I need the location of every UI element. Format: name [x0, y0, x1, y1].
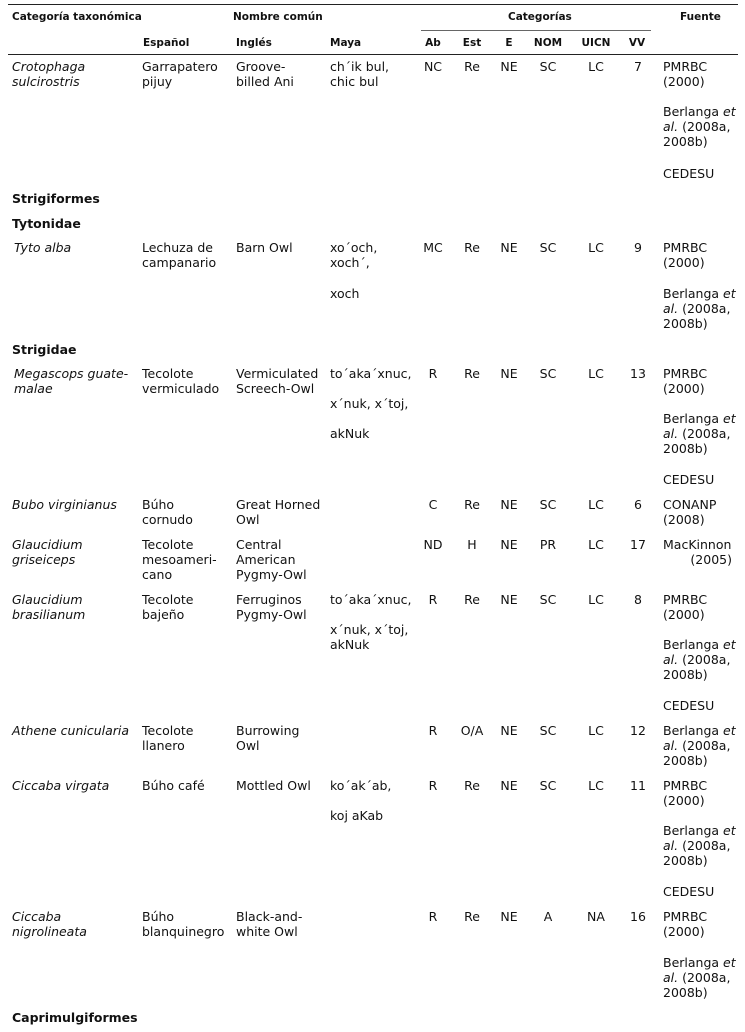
header-nombre-comun: Nombre común [233, 11, 323, 23]
ab-value: R [428, 778, 438, 793]
ab-value: R [428, 366, 438, 381]
source-ref-author [663, 955, 736, 970]
header-uicn: UICN [581, 37, 611, 49]
e-value: NE [500, 240, 518, 255]
source-al: al. [663, 738, 679, 753]
taxon-name: Glaucidium [12, 537, 83, 552]
source-ref-year: (2008) [663, 512, 705, 527]
source-ref: PMRBC [663, 592, 708, 607]
header-fuente: Fuente [680, 11, 721, 23]
spanish-name-cont: vermiculado [142, 381, 220, 396]
source-ref: CONANP [663, 497, 717, 512]
source-al: al. [663, 426, 679, 441]
source-ref-al [663, 426, 730, 441]
maya-name-cont2: xoch [330, 286, 360, 301]
order-heading: Strigiformes [12, 191, 100, 206]
english-name: Burrowing [236, 723, 300, 738]
taxon-name-cont: malae [14, 381, 53, 396]
vv-value: 7 [634, 59, 642, 74]
source-et: et [723, 104, 736, 119]
maya-name: to´aka´xnuc, [330, 366, 412, 381]
source-author: Berlanga [663, 823, 720, 838]
english-name-cont: Screech-Owl [236, 381, 315, 396]
family-heading: Strigidae [12, 342, 77, 357]
taxon-name: Glaucidium [12, 592, 83, 607]
header-e: E [505, 37, 513, 49]
source-ref-year: (2000) [663, 793, 705, 808]
source-ref: PMRBC [663, 909, 708, 924]
order-heading: Caprimulgiformes [12, 1010, 138, 1025]
maya-name-cont: x´nuk, x´toj, [330, 622, 409, 637]
spanish-name-cont: blanquinegro [142, 924, 225, 939]
source-year-a: (2008a, [682, 738, 731, 753]
maya-name: to´aka´xnuc, [330, 592, 412, 607]
source-ref-cedesu: CEDESU [663, 472, 715, 487]
est-value: Re [464, 909, 480, 924]
uicn-value: LC [588, 240, 604, 255]
vv-value: 8 [634, 592, 642, 607]
header-espanol: Español [143, 37, 190, 49]
e-value: NE [500, 366, 518, 381]
english-name-cont2: Pygmy-Owl [236, 567, 307, 582]
e-value: NE [500, 723, 518, 738]
header-maya: Maya [330, 37, 362, 49]
source-ref-year-b: 2008b) [663, 316, 708, 331]
maya-name-cont2: akNuk [330, 426, 370, 441]
header-categoria-taxonomica: Categoría taxonómica [12, 11, 142, 23]
source-ref-year-b: 2008b) [663, 985, 708, 1000]
header-vv: VV [628, 37, 646, 49]
english-name: Black-and- [236, 909, 303, 924]
english-name: Barn Owl [236, 240, 293, 255]
source-ref-al [663, 838, 730, 853]
nom-value: SC [539, 497, 557, 512]
taxon-name: Athene cunicularia [12, 723, 130, 738]
taxon-name: Ciccaba [12, 909, 62, 924]
source-ref-year: (2000) [663, 74, 705, 89]
maya-name-cont: chic bul [330, 74, 379, 89]
english-name: Mottled Owl [236, 778, 311, 793]
vv-value: 9 [634, 240, 642, 255]
ab-value: R [428, 723, 438, 738]
uicn-value: LC [588, 497, 604, 512]
source-ref-year: (2000) [663, 255, 705, 270]
spanish-name: Tecolote [142, 366, 194, 381]
source-ref: PMRBC [663, 366, 708, 381]
english-name-cont: Pygmy-Owl [236, 607, 307, 622]
taxon-name: Bubo virginianus [12, 497, 117, 512]
source-ref: PMRBC [663, 59, 708, 74]
top-rule [8, 4, 738, 5]
vv-value: 17 [630, 537, 646, 552]
source-ref: PMRBC [663, 240, 708, 255]
taxon-name-cont: brasilianum [12, 607, 86, 622]
ab-value: R [428, 592, 438, 607]
vv-value: 6 [634, 497, 642, 512]
spanish-name: Garrapatero [142, 59, 218, 74]
vv-value: 16 [630, 909, 646, 924]
source-author: Berlanga [663, 411, 720, 426]
source-ref-author [663, 637, 736, 652]
nom-value: SC [539, 366, 557, 381]
est-value: Re [464, 240, 480, 255]
taxon-name: Tyto alba [14, 240, 72, 255]
spanish-name: Lechuza de [142, 240, 213, 255]
source-year-a: (2008a, [682, 301, 731, 316]
maya-name: ch´ik bul, [330, 59, 390, 74]
spanish-name-cont: mesoameri- [142, 552, 217, 567]
nom-value: SC [539, 59, 557, 74]
taxon-name-cont: griseiceps [12, 552, 76, 567]
header-bottom-rule [8, 54, 738, 55]
e-value: NE [500, 778, 518, 793]
e-value: NE [500, 537, 518, 552]
source-author: Berlanga [663, 286, 720, 301]
english-name-cont: Owl [236, 738, 260, 753]
source-author: Berlanga [663, 104, 720, 119]
spanish-name-cont: bajeño [142, 607, 185, 622]
spanish-name: Búho café [142, 778, 205, 793]
uicn-value: LC [588, 778, 604, 793]
english-name-cont: American [236, 552, 296, 567]
english-name: Central [236, 537, 282, 552]
english-name: Ferruginos [236, 592, 302, 607]
header-est: Est [462, 37, 482, 49]
source-ref-al [663, 970, 730, 985]
source-ref-al [663, 652, 730, 667]
source-al: al. [663, 838, 679, 853]
source-ref-year-b: 2008b) [663, 441, 708, 456]
source-year-a: (2008a, [682, 119, 731, 134]
source-ref-al [663, 738, 730, 753]
taxon-name: Megascops guate- [14, 366, 129, 381]
uicn-value: LC [588, 723, 604, 738]
spanish-name-cont: cornudo [142, 512, 193, 527]
source-al: al. [663, 301, 679, 316]
nom-value: SC [539, 723, 557, 738]
spanish-name: Búho [142, 497, 175, 512]
source-al: al. [663, 652, 679, 667]
source-ref-author [663, 723, 736, 738]
vv-value: 13 [630, 366, 646, 381]
english-name: Great Horned [236, 497, 321, 512]
source-ref-cedesu: CEDESU [663, 166, 715, 181]
source-ref-author [663, 104, 736, 119]
est-value: Re [464, 497, 480, 512]
nom-value: SC [539, 778, 557, 793]
est-value: Re [464, 778, 480, 793]
english-name-cont: white Owl [236, 924, 298, 939]
nom-value: SC [539, 240, 557, 255]
spanish-name: Tecolote [142, 723, 194, 738]
spanish-name-cont: llanero [142, 738, 185, 753]
vv-value: 11 [630, 778, 646, 793]
source-year-a: (2008a, [682, 838, 731, 853]
uicn-value: LC [588, 537, 604, 552]
e-value: NE [500, 497, 518, 512]
header-ingles: Inglés [236, 37, 272, 49]
spanish-name: Tecolote [142, 592, 194, 607]
source-et: et [723, 286, 736, 301]
est-value: Re [464, 592, 480, 607]
taxon-name: Ciccaba virgata [12, 778, 110, 793]
source-ref-year: (2000) [663, 381, 705, 396]
header-categorias: Categorías [508, 11, 572, 23]
source-ref: PMRBC [663, 778, 708, 793]
nom-value: PR [539, 537, 557, 552]
spanish-name: Tecolote [142, 537, 194, 552]
source-ref-year: (2000) [663, 607, 705, 622]
categorias-span-rule [421, 30, 651, 31]
source-ref-author [663, 286, 736, 301]
source-al: al. [663, 119, 679, 134]
nom-value: SC [539, 592, 557, 607]
taxon-name: Crotophaga [12, 59, 86, 74]
est-value: H [467, 537, 477, 552]
source-ref-cedesu: CEDESU [663, 698, 715, 713]
source-year-a: (2008a, [682, 426, 731, 441]
maya-name-cont2: akNuk [330, 637, 370, 652]
source-ref-cedesu: CEDESU [663, 884, 715, 899]
uicn-value: LC [588, 59, 604, 74]
source-et: et [723, 823, 736, 838]
est-value: Re [464, 59, 480, 74]
source-et: et [723, 637, 736, 652]
e-value: NE [500, 909, 518, 924]
source-author: Berlanga [663, 723, 720, 738]
source-et: et [723, 411, 736, 426]
e-value: NE [500, 59, 518, 74]
source-author: Berlanga [663, 637, 720, 652]
english-name: Vermiculated [236, 366, 319, 381]
source-al: al. [663, 970, 679, 985]
source-ref-year-b: 2008b) [663, 667, 708, 682]
source-year-a: (2008a, [682, 652, 731, 667]
taxon-name-cont: sulcirostris [12, 74, 80, 89]
source-ref-year: (2000) [663, 924, 705, 939]
est-value: O/A [460, 723, 484, 738]
maya-name-cont: x´nuk, x´toj, [330, 396, 409, 411]
taxon-name-cont: nigrolineata [12, 924, 87, 939]
uicn-value: LC [588, 366, 604, 381]
header-nom: NOM [533, 37, 563, 49]
maya-name: xo´och, [330, 240, 378, 255]
ab-value: C [428, 497, 438, 512]
vv-value: 12 [630, 723, 646, 738]
uicn-value: LC [588, 592, 604, 607]
source-author: Berlanga [663, 955, 720, 970]
maya-name-cont: xoch´, [330, 255, 370, 270]
source-ref-year-b: 2008b) [663, 134, 708, 149]
source-ref-year-b: 2008b) [663, 753, 708, 768]
uicn-value: NA [587, 909, 605, 924]
source-ref-al [663, 301, 730, 316]
ab-value: NC [423, 59, 443, 74]
ab-value: MC [423, 240, 443, 255]
source-ref-year: (2005) [690, 552, 732, 567]
spanish-name: Búho [142, 909, 175, 924]
source-ref: MacKinnon [663, 537, 732, 552]
spanish-name-cont: pijuy [142, 74, 173, 89]
source-ref-year-b: 2008b) [663, 853, 708, 868]
english-name-cont: billed Ani [236, 74, 294, 89]
header-ab: Ab [425, 37, 441, 49]
source-year-a: (2008a, [682, 970, 731, 985]
family-heading: Tytonidae [12, 216, 81, 231]
source-ref-author [663, 411, 736, 426]
nom-value: A [543, 909, 553, 924]
ab-value: R [428, 909, 438, 924]
source-ref-al [663, 119, 730, 134]
spanish-name-cont2: cano [142, 567, 173, 582]
est-value: Re [464, 366, 480, 381]
ab-value: ND [423, 537, 443, 552]
spanish-name-cont: campanario [142, 255, 217, 270]
maya-name-cont: koj aKab [330, 808, 384, 823]
english-name: Groove- [236, 59, 286, 74]
source-et: et [723, 955, 736, 970]
maya-name: ko´ak´ab, [330, 778, 392, 793]
english-name-cont: Owl [236, 512, 260, 527]
e-value: NE [500, 592, 518, 607]
source-ref-author [663, 823, 736, 838]
source-et: et [723, 723, 736, 738]
